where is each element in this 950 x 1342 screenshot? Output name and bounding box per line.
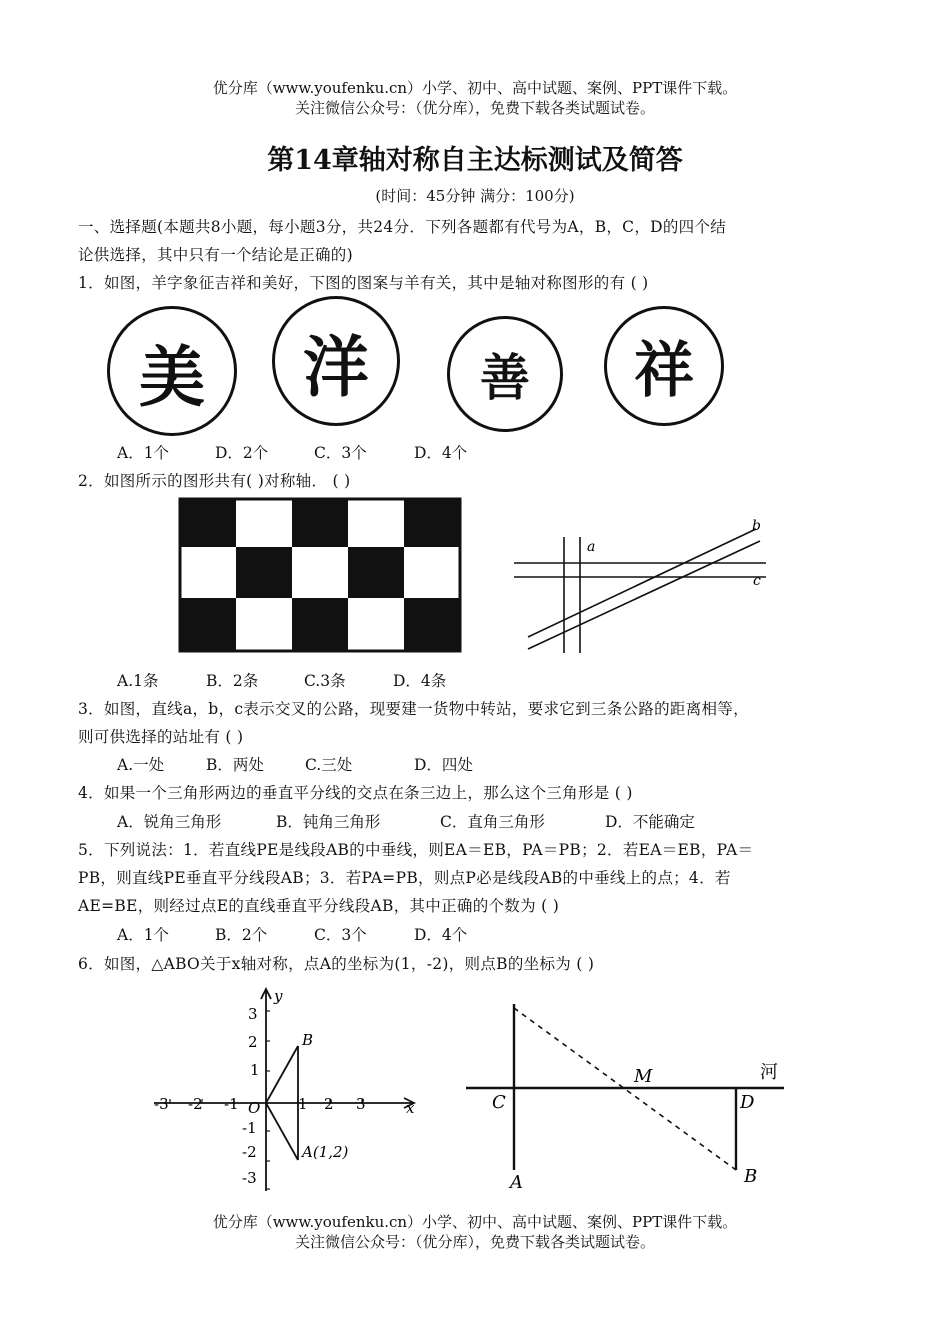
q2-option-c: C.3条 — [304, 672, 346, 690]
q1-char-circle-3 — [447, 316, 563, 432]
q5-option-b: B．2个 — [215, 926, 268, 944]
q3-line-2: 则可供选择的站址有 ( ) — [78, 728, 244, 746]
y-tick-3: 3 — [248, 1005, 258, 1023]
page-subtitle: (时间：45分钟 满分：100分) — [375, 187, 575, 205]
q4-option-a: A．锐角三角形 — [117, 813, 222, 831]
header-line-2: 关注微信公众号：（优分库），免费下载各类试题试卷。 — [294, 99, 655, 117]
q4-option-d: D．不能确定 — [605, 813, 695, 831]
q1-option-a: A．1个 — [117, 444, 170, 462]
point-b-label: B — [302, 1031, 314, 1049]
header-line-1: 优分库（www.youfenku.cn）小学、初中、高中试题、案例、PPT课件下载。 — [212, 79, 738, 97]
q1-option-d: D．4个 — [414, 444, 468, 462]
footer-line-1: 优分库（www.youfenku.cn）小学、初中、高中试题、案例、PPT课件下载。 — [212, 1213, 738, 1231]
river-label: 河 — [760, 1062, 778, 1083]
page-title: 第14章轴对称自主达标测试及简答 — [267, 145, 683, 176]
q1-char-circle-1 — [107, 306, 237, 436]
y-tick-neg3: -3 — [242, 1169, 257, 1187]
checkerboard-figure — [178, 497, 462, 653]
q5-line-2: PB，则直线PE垂直平分线段AB；3．若PA=PB，则点P必是线段AB的中垂线上的点；4．若 — [78, 869, 731, 887]
q5-option-c: C．3个 — [314, 926, 367, 944]
y-axis-label: y — [274, 987, 283, 1005]
q1-char-circle-2 — [272, 296, 400, 426]
q6-text: 6．如图，△ABO关于x轴对称，点A的坐标为(1，-2)，则点B的坐标为 ( ) — [78, 955, 595, 973]
x-tick-neg2: -2 — [188, 1095, 203, 1113]
q3-option-d: D．四处 — [414, 756, 473, 774]
q3-option-a: A.一处 — [117, 756, 165, 774]
line-label-b: b — [752, 518, 761, 534]
x-tick-1: 1 — [298, 1095, 308, 1113]
q5-option-a: A．1个 — [117, 926, 170, 944]
q3-option-c: C.三处 — [305, 756, 353, 774]
q2-option-a: A.1条 — [117, 672, 159, 690]
point-d-label: D — [740, 1092, 755, 1113]
q5-line-3: AE=BE，则经过点E的直线垂直平分线段AB，其中正确的个数为 ( ) — [78, 897, 560, 915]
x-axis-label: x — [406, 1099, 415, 1117]
q5-line-1: 5．下列说法：1．若直线PE是线段AB的中垂线，则EA＝EB，PA＝PB；2．若EA＝EB，PA＝ — [78, 841, 754, 859]
q1-char-circle-4 — [604, 306, 724, 426]
y-tick-neg2: -2 — [242, 1143, 257, 1161]
q1-text: 1．如图，羊字象征吉祥和美好，下图的图案与羊有关，其中是轴对称图形的有 ( ) — [78, 274, 649, 292]
x-tick-3: 3 — [356, 1095, 366, 1113]
line-label-c: c — [753, 573, 761, 589]
point-a-label: A(1,2) — [302, 1143, 349, 1161]
q1-char-2: 洋 — [303, 327, 369, 406]
river-figure — [462, 996, 792, 1192]
x-tick-neg1: -1 — [224, 1095, 239, 1113]
point-c-label: C — [492, 1092, 506, 1113]
q2-option-b: B．2条 — [206, 672, 259, 690]
y-tick-2: 2 — [248, 1033, 258, 1051]
q2-option-d: D．4条 — [393, 672, 447, 690]
q1-char-3: 善 — [480, 348, 530, 407]
section1-line-1: 一、选择题(本题共8小题，每小题3分，共24分．下列各题都有代号为A，B，C，D的四个结 — [78, 218, 727, 236]
y-tick-neg1: -1 — [242, 1119, 257, 1137]
point-a-river-label: A — [510, 1172, 523, 1192]
q1-option-b: D．2个 — [215, 444, 269, 462]
q1-char-4: 祥 — [634, 336, 694, 406]
line-label-a: a — [587, 539, 596, 555]
q5-option-d: D．4个 — [414, 926, 468, 944]
coordinate-graph — [150, 985, 430, 1195]
q1-option-c: C．3个 — [314, 444, 367, 462]
q3-line-1: 3．如图，直线a，b，c表示交叉的公路，现要建一货物中转站，要求它到三条公路的距离相等， — [78, 700, 749, 718]
point-b-river-label: B — [744, 1166, 758, 1187]
x-tick-2: 2 — [324, 1095, 334, 1113]
point-m-label: M — [634, 1066, 653, 1087]
q4-text: 4．如果一个三角形两边的垂直平分线的交点在条三边上，那么这个三角形是 ( ) — [78, 784, 633, 802]
footer-line-2: 关注微信公众号：（优分库），免费下载各类试题试卷。 — [294, 1233, 655, 1251]
origin-label: O — [248, 1099, 261, 1117]
q2-text: 2．如图所示的图形共有( )对称轴． ( ) — [78, 472, 351, 490]
road-lines-figure — [508, 515, 778, 657]
y-tick-1: 1 — [250, 1061, 260, 1079]
q4-option-b: B．钝角三角形 — [276, 813, 381, 831]
x-tick-neg3: -3 — [154, 1095, 169, 1113]
section1-line-2: 论供选择，其中只有一个结论是正确的) — [78, 246, 353, 264]
q1-char-1: 美 — [139, 337, 205, 416]
q4-option-c: C．直角三角形 — [440, 813, 545, 831]
q3-option-b: B．两处 — [206, 756, 264, 774]
